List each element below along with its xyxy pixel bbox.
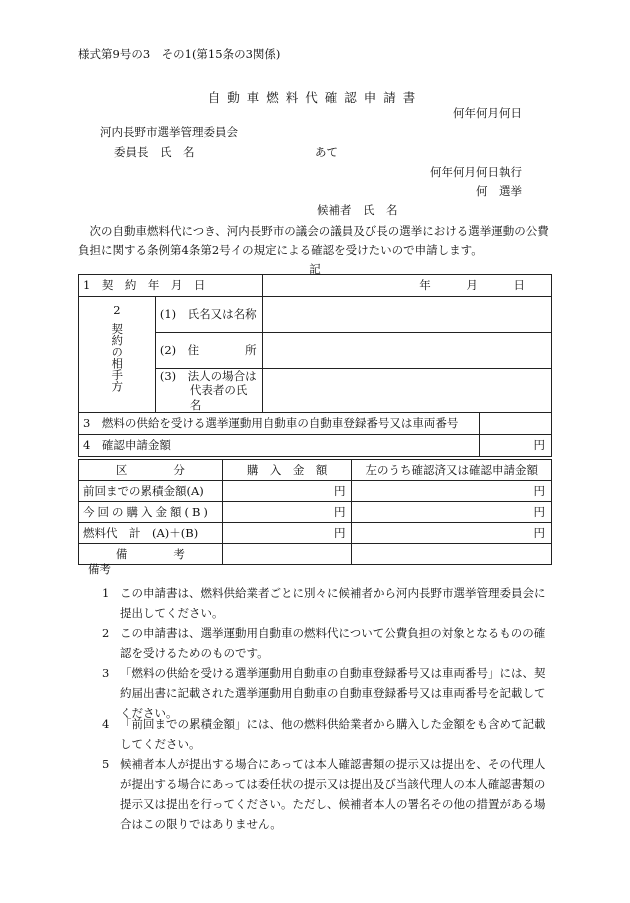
- note-text: この申請書は、燃料供給業者ごとに別々に候補者から河内長野市選挙管理委員会に提出してください。: [120, 586, 546, 620]
- amount-field[interactable]: 円: [480, 435, 552, 457]
- summary-header-row: [79, 460, 552, 481]
- notes-title: 備考: [88, 562, 111, 576]
- party-name-row: [79, 297, 552, 333]
- record-mark: 記: [309, 262, 321, 276]
- addressee-person: 委員長 氏 名: [114, 145, 195, 159]
- row-label-total: 燃料代 計 (A)＋(B): [79, 523, 223, 544]
- note-item: [102, 714, 552, 754]
- document-title: 自動車燃料代確認申請書: [207, 90, 423, 105]
- party-name-label: (1) 氏名又は名称: [155, 297, 262, 333]
- row-label-current: 今回の購入金額(B): [79, 502, 223, 523]
- note-number: 2: [102, 626, 110, 640]
- vehicle-number-row: [79, 413, 552, 435]
- table-row: [79, 502, 552, 523]
- party-corp-label-line1: (3) 法人の場合は: [159, 369, 257, 383]
- party-corp-label: [155, 369, 262, 413]
- addressee-suffix: あて: [315, 145, 338, 159]
- remarks-label: 備 考: [79, 544, 223, 565]
- amount-label: 4 確認申請金額: [79, 435, 480, 457]
- note-number: 4: [102, 717, 110, 731]
- party-group-label: [79, 297, 156, 413]
- note-text: 候補者本人が提出する場合にあっては本人確認書類の提示又は提出を、その代理人が提出する場合にあっては委任状の提示又は提出及び当該代理人の本人確認書類の提示又は提出を行ってください。ただし、候補者本人の署名その他の措置がある場合はこの限りではありません。: [120, 757, 546, 831]
- candidate-name: 候補者 氏 名: [317, 203, 398, 217]
- confirmed-amount-cumulative[interactable]: 円: [352, 481, 552, 502]
- note-text: この申請書は、選挙運動用自動車の燃料代について公費負担の対象となるものの確認を受けるためのものです。: [120, 626, 546, 660]
- party-corp-label-line2: 代表者の氏名: [189, 383, 248, 412]
- request-paragraph: 次の自動車燃料代につき、河内長野市の議会の議員及び長の選挙における選挙運動の公費負担に関する条例第4条第2号イの規定による確認を受けたいので申請します。: [78, 224, 549, 257]
- contract-date-value[interactable]: 年 月 日: [262, 275, 551, 297]
- table-row: [79, 481, 552, 502]
- summary-table: [78, 459, 552, 565]
- contract-table: [78, 274, 552, 457]
- contract-date-label: 1 契 約 年 月 日: [79, 275, 263, 297]
- row-label-cumulative: 前回までの累積金額(A): [79, 481, 223, 502]
- purchase-amount-total[interactable]: 円: [222, 523, 352, 544]
- remarks-row: [79, 544, 552, 565]
- party-address-field[interactable]: [262, 333, 551, 369]
- table-row: [79, 523, 552, 544]
- note-text: 「燃料の供給を受ける選挙運動用自動車の自動車登録番号又は車両番号」には、契約届出書に記載された選挙運動用自動車の自動車登録番号又は車両番号を記載してください。: [120, 666, 546, 720]
- vehicle-number-label: 3 燃料の供給を受ける選挙運動用自動車の自動車登録番号又は車両番号: [79, 413, 480, 435]
- header-confirmed-amount: 左のうち確認済又は確認申請金額: [352, 460, 552, 481]
- election-name: 何 選挙: [476, 184, 522, 198]
- note-item: [102, 754, 552, 834]
- request-date: 何年何月何日: [453, 106, 522, 120]
- addressee-organization: 河内長野市選挙管理委員会: [100, 125, 238, 139]
- contract-date-row: [79, 275, 552, 297]
- party-vertical-label: 契約の相手方: [110, 323, 125, 393]
- election-date: 何年何月何日執行: [430, 165, 522, 179]
- purchase-amount-cumulative[interactable]: 円: [222, 481, 352, 502]
- header-purchase-amount: 購 入 金 額: [222, 460, 352, 481]
- party-address-label: (2) 住 所: [155, 333, 262, 369]
- form-number: 様式第9号の3 その1(第15条の3関係): [78, 47, 281, 61]
- confirmed-amount-total[interactable]: 円: [352, 523, 552, 544]
- remarks-confirmed-field[interactable]: [352, 544, 552, 565]
- vehicle-number-field[interactable]: [480, 413, 552, 435]
- party-corp-field[interactable]: [262, 369, 551, 413]
- note-number: 5: [102, 757, 110, 771]
- note-number: 1: [102, 586, 110, 600]
- note-item: [102, 623, 552, 663]
- purchase-amount-current[interactable]: 円: [222, 502, 352, 523]
- party-number: 2: [113, 303, 121, 317]
- confirmed-amount-current[interactable]: 円: [352, 502, 552, 523]
- header-category: 区 分: [79, 460, 223, 481]
- remarks-purchase-field[interactable]: [222, 544, 352, 565]
- note-text: 「前回までの累積金額」には、他の燃料供給業者から購入した金額をも含めて記載してください。: [120, 717, 546, 751]
- amount-row: [79, 435, 552, 457]
- party-name-field[interactable]: [262, 297, 551, 333]
- note-item: [102, 583, 552, 623]
- note-number: 3: [102, 666, 110, 680]
